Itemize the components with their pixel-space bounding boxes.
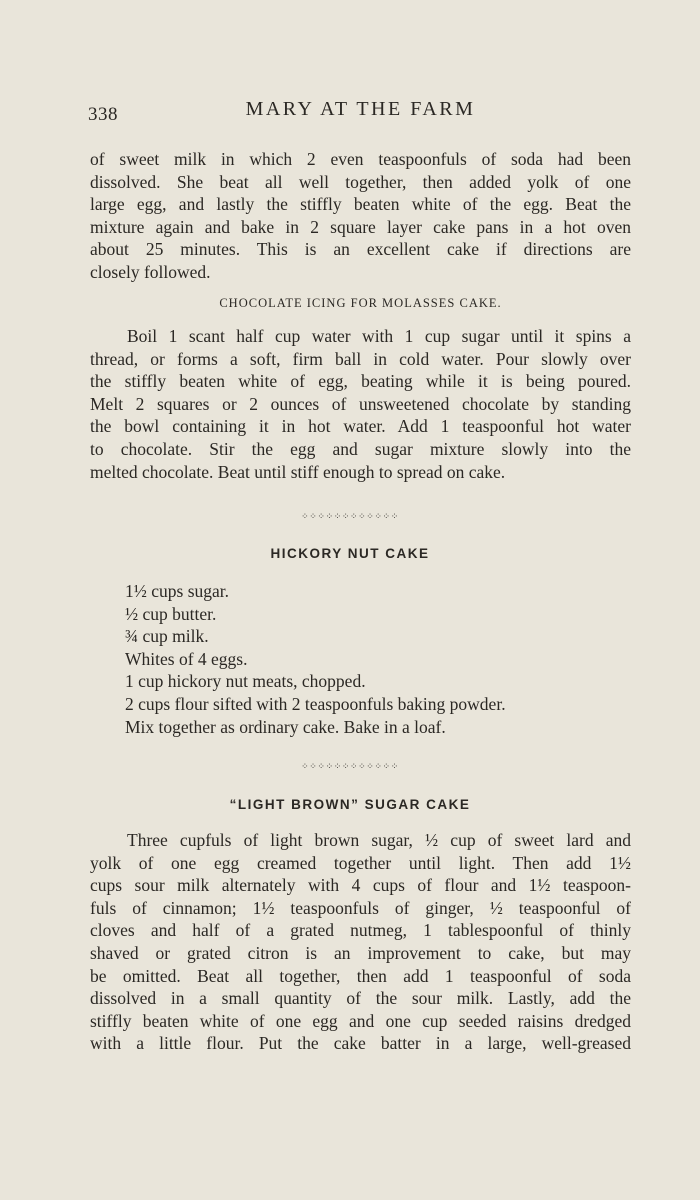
section-divider-ornament: ⁘⁘⁘⁘⁘⁘⁘⁘⁘⁘⁘⁘ xyxy=(301,762,399,772)
ingredient-line: 1 cup hickory nut meats, chopped. xyxy=(125,671,366,692)
hickory-nut-cake-title: HICKORY NUT CAKE xyxy=(270,546,430,561)
chocolate-icing-text xyxy=(90,325,631,483)
text-line: shaved or grated citron is an improvement to cake, but may xyxy=(90,942,631,963)
page-number: 338 xyxy=(88,104,118,125)
text-line: dissolved in a small quantity of the sour milk. Lastly, add the xyxy=(90,988,631,1009)
text-line: the bowl containing it in hot water. Add 1 teaspoonful hot water xyxy=(90,416,631,437)
text-line: Boil 1 scant half cup water with 1 cup sugar until it spins a xyxy=(127,326,631,346)
ingredient-line: Mix together as ordinary cake. Bake in a loaf. xyxy=(125,716,446,737)
text-line: of sweet milk in which 2 even teaspoonfuls of soda had been xyxy=(90,149,631,169)
light-brown-sugar-cake-title: “LIGHT BROWN” SUGAR CAKE xyxy=(229,797,471,812)
text-line: large egg, and lastly the stiffly beaten white of the egg. Beat the xyxy=(90,194,631,215)
ingredient-line: ½ cup butter. xyxy=(125,603,217,624)
text-line: fuls of cinnamon; 1½ teaspoonfuls of ginger, ½ teaspoonful of xyxy=(90,897,631,918)
text-line: Melt 2 squares or 2 ounces of unsweetened chocolate by standing xyxy=(90,393,631,414)
text-line: dissolved. She beat all well together, then added yolk of one xyxy=(90,171,631,192)
text-line: to chocolate. Stir the egg and sugar mixture slowly into the xyxy=(90,438,631,459)
page-header xyxy=(88,98,633,128)
text-line: cloves and half of a grated nutmeg, 1 tablespoonful of thinly xyxy=(90,920,631,941)
ingredient-line: ¾ cup milk. xyxy=(125,626,209,647)
ingredient-list xyxy=(125,580,506,738)
text-line: thread, or forms a soft, firm ball in cold water. Pour slowly over xyxy=(90,348,631,369)
text-line: cups sour milk alternately with 4 cups of flour and 1½ teaspoon- xyxy=(90,875,631,896)
text-line: be omitted. Beat all together, then add 1 teaspoonful of soda xyxy=(90,965,631,986)
text-line: the stiffly beaten white of egg, beating while it is being poured. xyxy=(90,371,631,392)
text-line: closely followed. xyxy=(90,261,211,282)
text-line: with a little flour. Put the cake batter in a large, well-greased xyxy=(90,1033,631,1054)
text-line: Three cupfuls of light brown sugar, ½ cup of sweet lard and xyxy=(127,830,631,850)
text-line: mixture again and bake in 2 square layer cake pans in a hot oven xyxy=(90,216,631,237)
light-brown-sugar-cake-text xyxy=(90,829,631,1055)
ingredient-line: 1½ cups sugar. xyxy=(125,581,230,601)
text-line: melted chocolate. Beat until stiff enough to spread on cake. xyxy=(90,461,506,482)
text-line: about 25 minutes. This is an excellent cake if directions are xyxy=(90,239,631,260)
chocolate-icing-heading: CHOCOLATE ICING FOR MOLASSES CAKE. xyxy=(219,296,502,310)
text-line: yolk of one egg creamed together until light. Then add 1½ xyxy=(90,852,631,873)
running-title: MARY AT THE FARM xyxy=(245,98,476,120)
continued-recipe-text xyxy=(90,148,631,284)
text-line: stiffly beaten white of one egg and one cup seeded raisins dredged xyxy=(90,1010,631,1031)
ingredient-line: Whites of 4 eggs. xyxy=(125,648,248,669)
ingredient-line: 2 cups flour sifted with 2 teaspoonfuls baking powder. xyxy=(125,693,506,714)
section-divider-ornament: ⁘⁘⁘⁘⁘⁘⁘⁘⁘⁘⁘⁘ xyxy=(301,512,399,522)
